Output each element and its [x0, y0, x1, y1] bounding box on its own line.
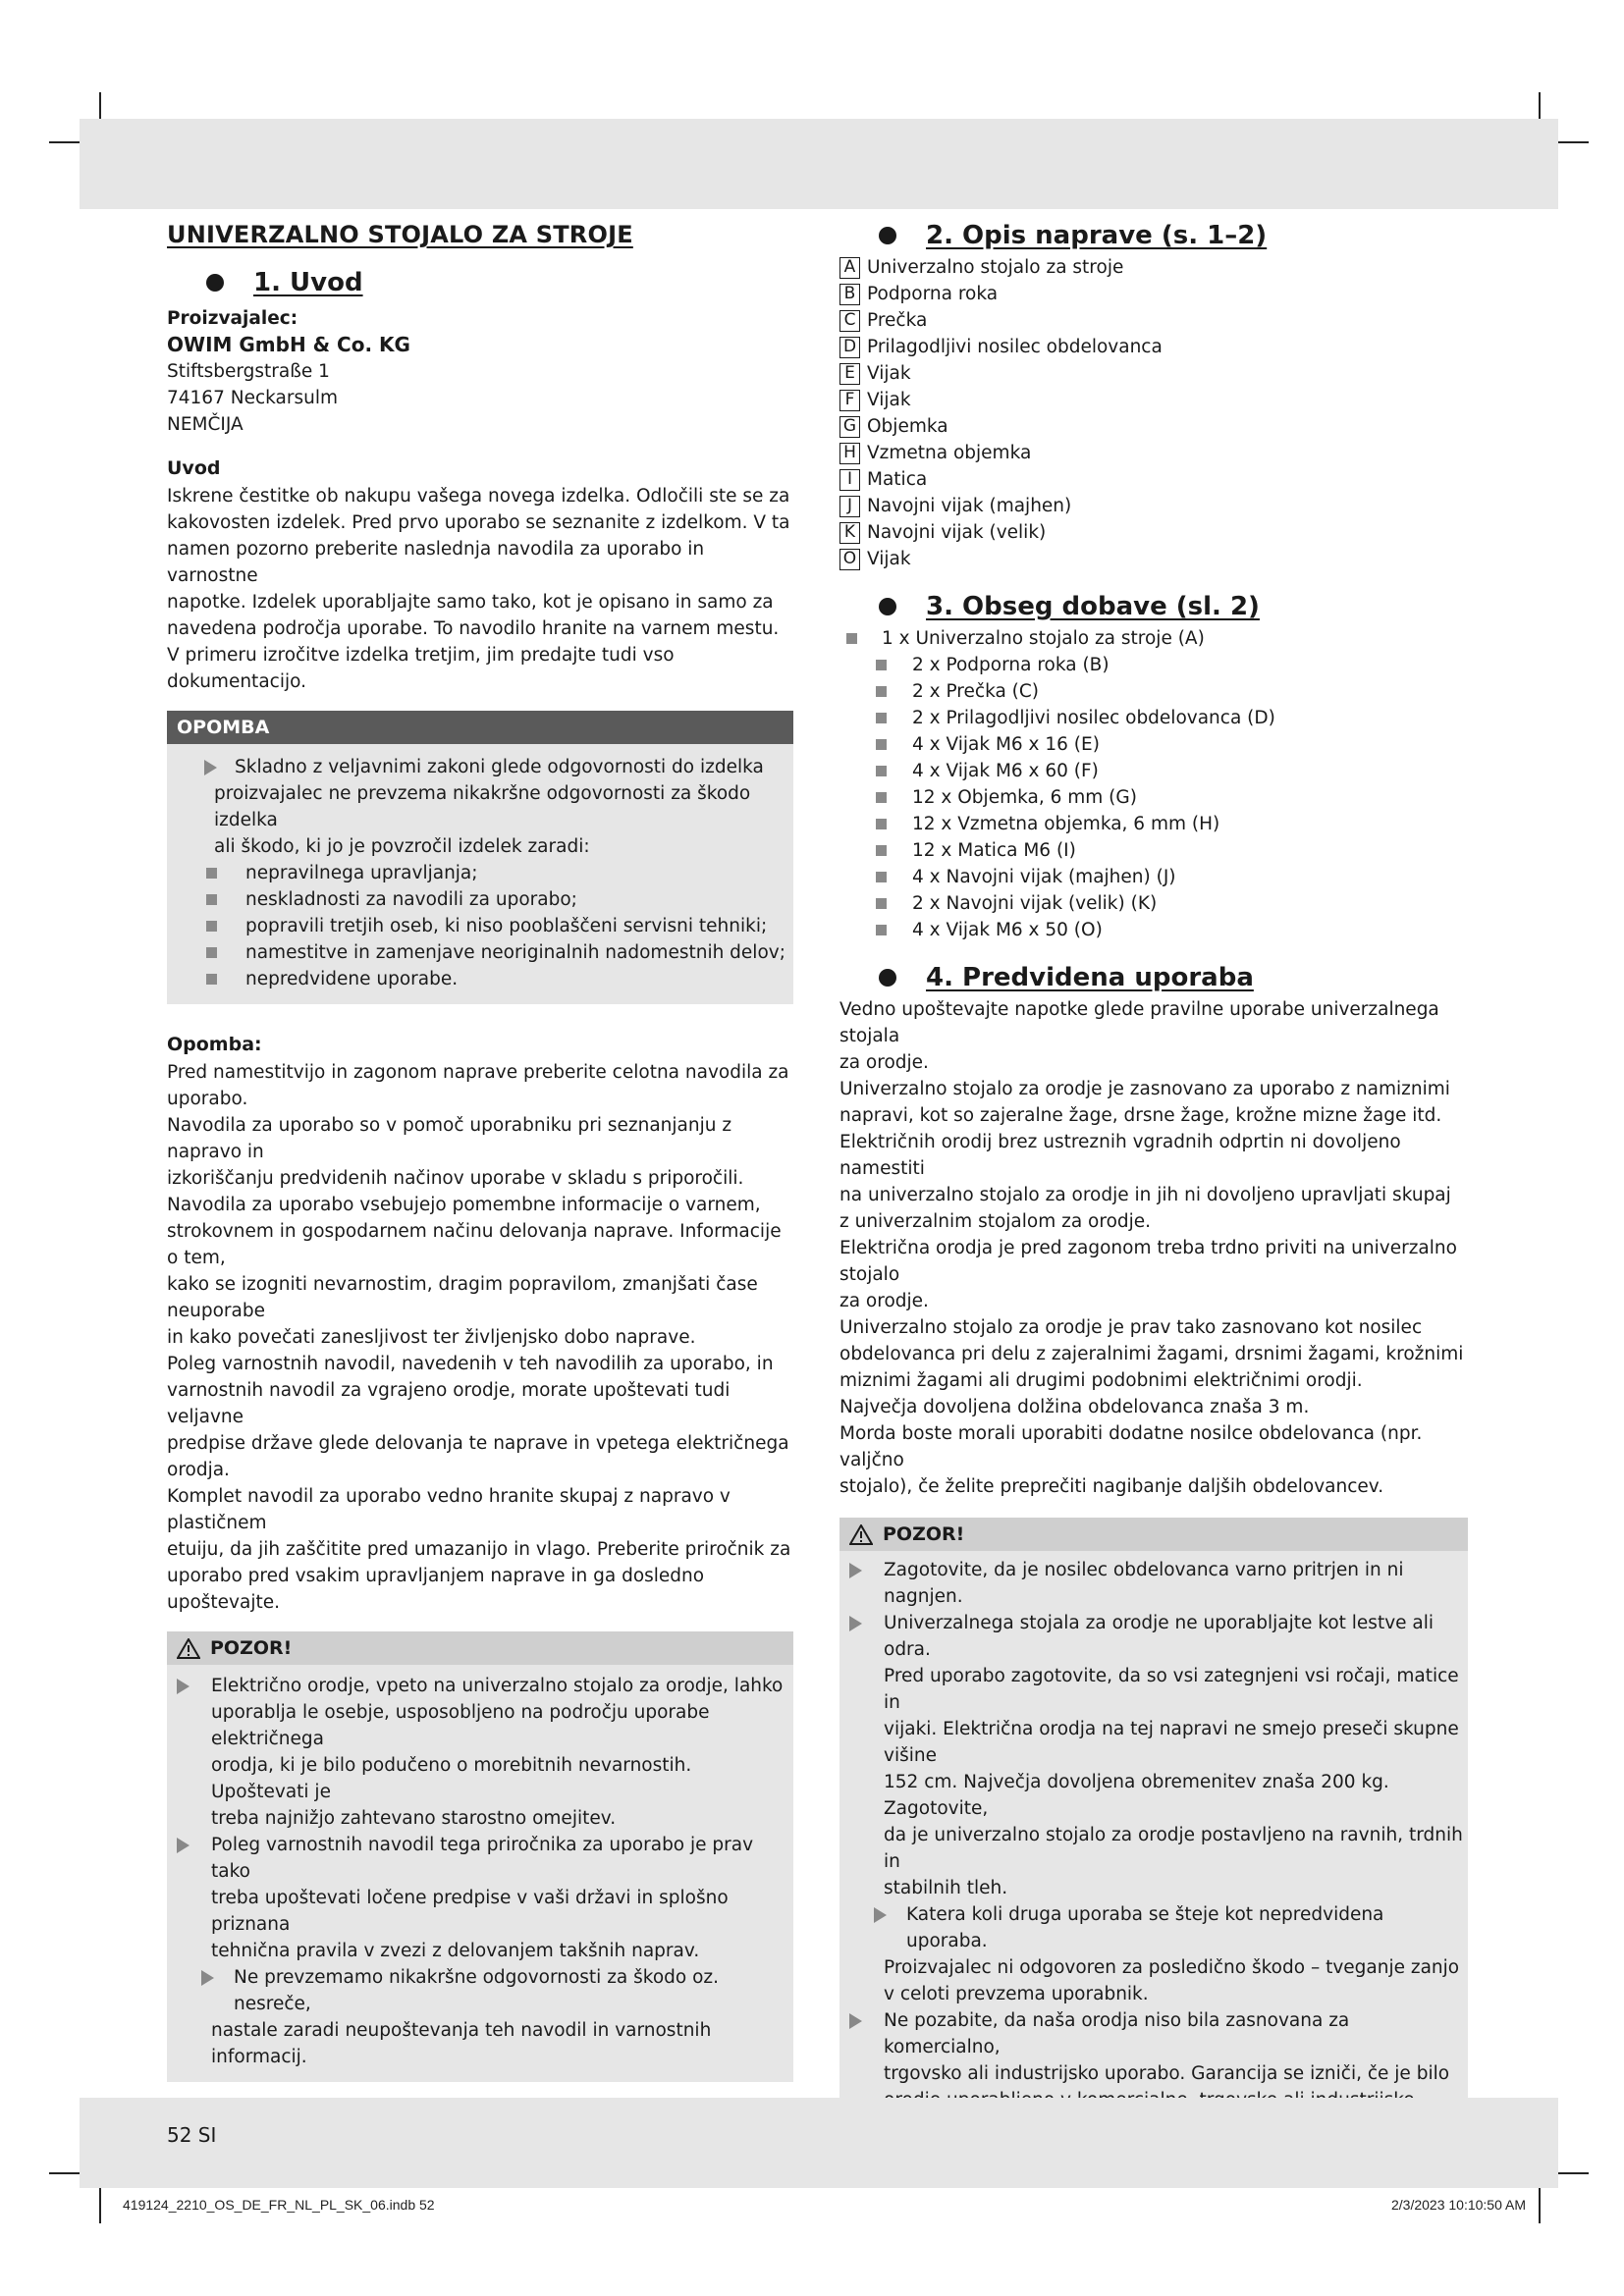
bullet-dot-icon: [879, 598, 896, 615]
intended-use-paragraph: Vedno upoštevajte napotke glede pravilne uporabe univerzalnega stojala za orodje. Univerzalno stojalo za orodje je zasnovano za uporabo z namiznimi napravi, kot so zajeralne žage, drsne žage, krožne mizne žage itd. Električnih orodij brez ustreznih vgradnih odprtin ni dovoljeno namestiti na univerzalno stojalo za orodje in jih ni dovoljeno upravljati skupaj z univerzalnim stojalom za orodje. Električna orodja je pred zagonom treba trdno priviti na univerzalno stojalo za orodje. Univerzalno stojalo za orodje je prav tako zasnovano kot nosilec obdelovanca pri delu z zajeralnimi žagami, drsnimi žagami, krožnimi miznimi žagami ali drugimi podobnimi električnimi orodji. Največja dovoljena dolžina obdelovanca znaša 3 m. Morda boste morali uporabiti dodatne nosilce obdelovanca (npr. valjčno stojalo), če želite preprečiti nagibanje daljših obdelovancev.: [839, 999, 1464, 1497]
address-line: 74167 Neckarsulm: [167, 388, 338, 408]
section-heading-intended-use: 4. Predvidena uporaba: [839, 963, 1468, 992]
footer-band: [80, 2098, 1558, 2188]
part-letter-box: H: [839, 443, 860, 464]
list-item: 1 x Univerzalno stojalo za stroje (A): [839, 625, 1468, 652]
section-heading-intro: 1. Uvod: [167, 268, 793, 297]
warning-arrow-item: Ne pozabite, da naša orodja niso bila zasnovana za komercialno, trgovsko ali industrijsko uporabo. Garancija se izniči, če je bilo: [849, 2007, 1468, 2166]
bullet-dot-icon: [879, 227, 896, 244]
square-bullet-icon: [206, 894, 217, 905]
arrow-bullet-icon: [177, 1679, 189, 1694]
list-item: 2 x Podporna roka (B): [839, 652, 1468, 678]
list-item: 4 x Navojni vijak (majhen) (J): [839, 864, 1468, 890]
address-line: NEMČIJA: [167, 414, 244, 435]
list-item: I Matica: [839, 466, 1468, 493]
list-item: G Objemka: [839, 413, 1468, 440]
section-heading-description: 2. Opis naprave (s. 1–2): [839, 221, 1468, 250]
arrow-bullet-icon: [177, 1838, 189, 1853]
list-item: 4 x Vijak M6 x 60 (F): [839, 758, 1468, 784]
arrow-bullet-icon: [849, 1616, 862, 1631]
list-item: B Podporna roka: [839, 281, 1468, 307]
square-bullet-icon: [206, 868, 217, 879]
square-bullet-icon: [876, 766, 887, 776]
part-letter-box: G: [839, 416, 860, 438]
scope-list: [839, 625, 1468, 943]
list-item: E Vijak: [839, 360, 1468, 387]
note-bullet-item: neskladnosti za navodili za uporabo;: [167, 886, 793, 913]
note-bullet-item: popravili tretjih oseb, ki niso pooblaščeni servisni tehniki;: [167, 913, 793, 939]
list-item: 2 x Navojni vijak (velik) (K): [839, 890, 1468, 917]
arrow-bullet-icon: [201, 1970, 214, 1986]
manufacturer-name: OWIM GmbH & Co. KG: [167, 333, 410, 356]
warning-triangle-icon: [177, 1638, 200, 1659]
list-item: C Prečka: [839, 307, 1468, 334]
note-box-title: OPOMBA: [167, 711, 793, 744]
part-letter-box: A: [839, 257, 860, 279]
list-item: K Navojni vijak (velik): [839, 519, 1468, 546]
part-letter-box: D: [839, 337, 860, 358]
note-arrow-item: Skladno z veljavnimi zakoni glede odgovornosti do izdelka: [167, 744, 793, 780]
bullet-dot-icon: [879, 969, 896, 987]
page-number: 52 SI: [167, 2123, 217, 2147]
square-bullet-icon: [846, 633, 857, 644]
manufacturer-label: Proizvajalec:: [167, 308, 298, 329]
part-letter-box: K: [839, 522, 860, 544]
list-item: 2 x Prilagodljivi nosilec obdelovanca (D): [839, 705, 1468, 731]
print-slug-timestamp: 2/3/2023 10:10:50 AM: [1391, 2197, 1526, 2213]
square-bullet-icon: [876, 819, 887, 829]
right-column: [839, 221, 1468, 2178]
square-bullet-icon: [206, 921, 217, 932]
part-letter-box: F: [839, 390, 860, 411]
list-item: A Univerzalno stojalo za stroje: [839, 254, 1468, 281]
bullet-dot-icon: [206, 274, 224, 292]
part-letter-box: O: [839, 549, 860, 570]
square-bullet-icon: [876, 792, 887, 803]
warning-arrow-item: Univerzalnega stojala za orodje ne uporabljajte kot lestve ali odra. Pred uporabo zagotovite, da so vsi zategnjeni vsi ročaji, matice in vijaki. Električna orodja na tej napravi ne smejo preseči skupne višine 152 cm. Največja dovoljena obremenitev znaša 200 kg. Zagotovite, da je univerzalno stojalo za orodje postavljeno na ravnih, trdnih in stabilnih tleh.: [849, 1610, 1468, 1901]
part-letter-box: I: [839, 469, 860, 491]
note-box: OPOMBA Skladno z veljavnimi zakoni glede odgovornosti do izdelka proizvajalec ne prevzema nikakršne odgovornosti za škodo izdelka ali škodo, ki jo je povzročil izdelek zaradi: nepravilnega upravljanja; neskladnosti za navodili za uporabo; popravili tretjih oseb, ki niso pooblaščeni servisni tehniki; namestitve in zamenjave neoriginalnih nadomestnih delov; nepredvidene uporabe.: [167, 711, 793, 1004]
square-bullet-icon: [876, 845, 887, 856]
opomba-paragraph: Pred namestitvijo in zagonom naprave preberite celotna navodila za uporabo. Navodila za uporabo so v pomoč uporabniku pri seznanjanju z napravo in izkoriščanju predvidenih načinov uporabe v skladu s priporočili. Navodila za uporabo vsebujejo pomembne informacije o varnem, strokovnem in gospodarnem načinu delovanja naprave. Informacije o tem, kako se izogniti nevarnostim, dragim popravilom, zmanjšati čase neuporabe in kako povečati zanesljivost ter življenjsko dobo naprave. Poleg varnostnih navodil, navedenih v teh navodilih za uporabo, in varnostnih navodil za vgrajeno orodje, morate upoštevati tudi veljavne predpise države glede delovanja te naprave in vpetega električnega orodja. Komplet navodil za uporabo vedno hranite skupaj z napravo v plastičnem etuiju, da jih zaščitite pred umazanijo in vlago. Preberite priročnik za uporabo pred vsakim upravljanjem naprave in ga dosledno upoštevajte.: [167, 1062, 791, 1613]
part-letter-box: E: [839, 363, 860, 385]
part-letter-box: B: [839, 284, 860, 305]
print-slug-filename: 419124_2210_OS_DE_FR_NL_PL_SK_06.indb 52: [123, 2197, 435, 2213]
note-bullet-item: namestitve in zamenjave neoriginalnih nadomestnih delov;: [167, 939, 793, 966]
list-item: 12 x Matica M6 (I): [839, 837, 1468, 864]
list-item: H Vzmetna objemka: [839, 440, 1468, 466]
list-item: 4 x Vijak M6 x 16 (E): [839, 731, 1468, 758]
note-bullet-item: nepravilnega upravljanja;: [167, 860, 793, 886]
list-item: F Vijak: [839, 387, 1468, 413]
warning-arrow-item: Poleg varnostnih navodil tega priročnika za uporabo je prav tako treba upoštevati ločene predpise v vaši državi in splošno priznana tehnična pravila v zvezi z delovanjem takšnih naprav.: [177, 1832, 793, 1964]
crop-mark: [99, 2186, 101, 2223]
arrow-bullet-icon: [874, 1907, 887, 1923]
opomba-heading: Opomba:: [167, 1034, 262, 1055]
square-bullet-icon: [876, 925, 887, 935]
warning-box-title: POZOR!: [167, 1631, 793, 1665]
list-item: 12 x Objemka, 6 mm (G): [839, 784, 1468, 811]
list-item: O Vijak: [839, 546, 1468, 572]
warning-box-title: POZOR!: [839, 1518, 1468, 1551]
uvod-paragraph: Iskrene čestitke ob nakupu vašega novega izdelka. Odločili ste se za kakovosten izdelek. Pred prvo uporabo se seznanite z izdelkom. V ta namen pozorno preberite naslednja navodila za uporabo in varnostne napotke. Izdelek uporabljajte samo tako, kot je opisano in samo za navedena področja uporabe. To navodilo hranite na varnem mestu. V primeru izročitve izdelka tretjim, jim predajte tudi vso dokumentacijo.: [167, 486, 790, 692]
section-heading-scope: 3. Obseg dobave (sl. 2): [839, 592, 1468, 621]
uvod-heading: Uvod: [167, 457, 221, 479]
square-bullet-icon: [206, 974, 217, 985]
part-letter-box: J: [839, 496, 860, 517]
square-bullet-icon: [876, 660, 887, 670]
note-bullet-item: nepredvidene uporabe.: [167, 966, 793, 992]
address-line: Stiftsbergstraße 1: [167, 361, 330, 382]
square-bullet-icon: [876, 898, 887, 909]
list-item: 4 x Vijak M6 x 50 (O): [839, 917, 1468, 943]
warning-box: POZOR! Električno orodje, vpeto na univerzalno stojalo za orodje, lahko uporablja le osebje, usposobljeno na področju uporabe električnega orodja, ki je bilo podučeno o morebitnih nevarnostih. Upoštevati je treba najnižjo zahtevano starostno omejitev. Poleg varnostnih navodil tega priročnika za uporabo je prav tako treba upoštevati ločene predpise v vaši državi in splošno priznana tehnična pravila v zvezi z delovanjem takšnih naprav. Ne prevzemamo nikakršne odgovornosti za škodo oz. nesreče, nastale zaradi neupoštevanja teh navodil in varnostnih informacij.: [167, 1631, 793, 2082]
list-item: 12 x Vzmetna objemka, 6 mm (H): [839, 811, 1468, 837]
warning-arrow-item: Električno orodje, vpeto na univerzalno stojalo za orodje, lahko uporablja le osebje, usposobljeno na področju uporabe električnega orodja, ki je bilo podučeno o morebitnih nevarnostih. Upoštevati je treba najnižjo zahtevano starostno omejitev.: [177, 1673, 793, 1832]
warning-box: POZOR! Zagotovite, da je nosilec obdelovanca varno pritrjen in ni nagnjen. Univerzalnega stojala za orodje ne uporabljajte kot lestve ali odra. Pred uporabo zagotovite, da so vsi zategnjeni vsi ročaji, matice in vijaki. Električna orodja na tej napravi ne smejo preseči skupne višine 152 cm. Največja dovoljena obremenitev znaša 200 kg. Zagotovite, da je univerzalno stojalo za orodje postavljeno na ravnih, trdnih in stabilnih tleh. Katera koli druga uporaba se šteje kot nepredvidena uporaba. Proizvajalec ni odgovoren za posledično škodo – tveganje zanjo v celoti prevzema uporabnik. Ne pozabite, da naša orodja niso bila zasnovana za komercialno, trgovsko ali industrijsko uporabo. Garancija se izniči, če je bilo: [839, 1518, 1468, 2178]
arrow-bullet-icon: [204, 760, 217, 775]
left-column: [167, 221, 793, 2082]
square-bullet-icon: [876, 739, 887, 750]
warning-sub-item: Ne prevzemamo nikakršne odgovornosti za škodo oz. nesreče,: [177, 1964, 793, 2017]
list-item: D Prilagodljivi nosilec obdelovanca: [839, 334, 1468, 360]
arrow-bullet-icon: [849, 2013, 862, 2029]
crop-mark: [1539, 2186, 1541, 2223]
document-title: UNIVERZALNO STOJALO ZA STROJE: [167, 221, 633, 248]
header-band: [80, 119, 1558, 209]
parts-list: [839, 254, 1468, 572]
square-bullet-icon: [876, 872, 887, 882]
warning-triangle-icon: [849, 1524, 873, 1545]
list-item: 2 x Prečka (C): [839, 678, 1468, 705]
part-letter-box: C: [839, 310, 860, 332]
list-item: J Navojni vijak (majhen): [839, 493, 1468, 519]
square-bullet-icon: [876, 686, 887, 697]
warning-sub-item: Katera koli druga uporaba se šteje kot nepredvidena uporaba.: [849, 1901, 1468, 1954]
arrow-bullet-icon: [849, 1563, 862, 1578]
square-bullet-icon: [876, 713, 887, 723]
warning-arrow-item: Zagotovite, da je nosilec obdelovanca varno pritrjen in ni nagnjen.: [849, 1557, 1468, 1610]
square-bullet-icon: [206, 947, 217, 958]
